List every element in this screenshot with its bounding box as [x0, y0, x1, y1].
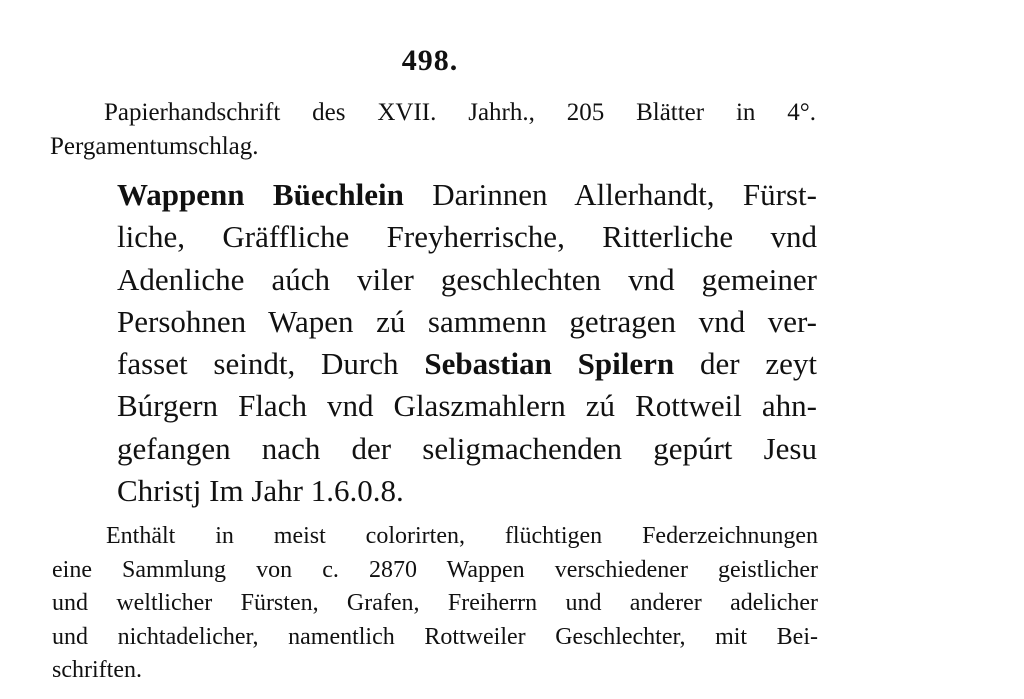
page-number: 498. — [401, 44, 459, 77]
title-text: liche, Gräffliche Freyherrische, Ritterliche vnd — [117, 219, 817, 255]
title-line — [117, 470, 817, 512]
title-text: gefangen nach der seligmachenden gepúrt Jesu — [117, 430, 817, 466]
title-text: Darinnen Allerhandt, Fürst- — [403, 177, 817, 212]
title-text: Persohnen Wapen zú sammenn getragen vnd ver- — [117, 303, 817, 339]
title-bold-text: Wappenn Büechlein — [117, 177, 404, 212]
title-text: Christj Im Jahr 1.6.0.8. — [117, 473, 404, 509]
title-line — [117, 216, 817, 258]
title-line — [117, 259, 817, 301]
title-line — [117, 174, 817, 216]
description-line: eine Sammlung von c. 2870 Wappen verschiedener geistlicher — [52, 556, 818, 583]
title-line — [117, 385, 817, 427]
title-line — [117, 301, 817, 343]
title-line — [117, 428, 817, 470]
description-line: und nichtadelicher, namentlich Rottweiler Geschlechter, mit Bei- — [52, 623, 818, 650]
description-line: Enthält in meist colorirten, flüchtigen Federzeichnungen — [106, 523, 818, 549]
title-line — [117, 343, 817, 385]
manuscript-description-line-1: Papierhandschrift des XVII. Jahrh., 205 Blätter in 4°. — [104, 99, 816, 126]
description-line: und weltlicher Fürsten, Grafen, Freiherrn und anderer adelicher — [52, 590, 818, 616]
title-text: Búrgern Flach vnd Glaszmahlern zú Rottweil ahn- — [117, 388, 817, 424]
title-text: fasset seindt, Durch — [117, 346, 425, 382]
description-line: schriften. — [52, 657, 142, 683]
author-name: Sebastian Spilern — [424, 346, 675, 382]
manuscript-description-line-2: Pergamentumschlag. — [50, 133, 259, 160]
contents-description-block — [52, 520, 818, 688]
manuscript-title-block — [117, 174, 817, 512]
title-text: Adenliche aúch viler geschlechten vnd gemeiner — [117, 261, 817, 297]
title-text: der zeyt — [674, 346, 817, 382]
